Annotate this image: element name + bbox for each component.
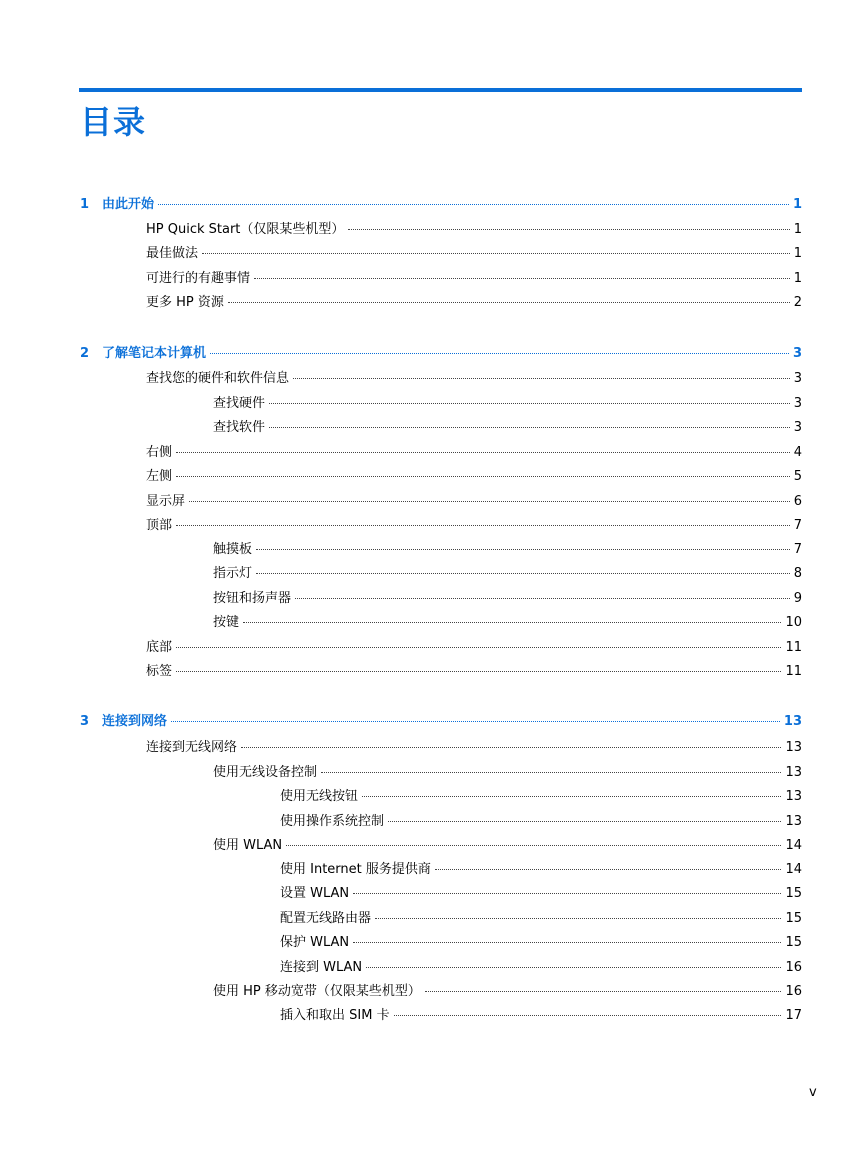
dot-leader: [353, 892, 781, 894]
toc-entry-label: 可进行的有趣事情: [146, 271, 251, 286]
toc-page-number: 7: [793, 542, 802, 557]
toc-entry-label: 设置 WLAN: [280, 886, 350, 901]
toc-page-number: 9: [793, 591, 802, 606]
toc-entry-label: 连接到无线网络: [146, 740, 238, 755]
toc-page-number: 3: [793, 371, 802, 386]
dot-leader: [353, 941, 781, 943]
dot-leader: [295, 597, 790, 599]
toc-page-number: 1: [793, 271, 802, 286]
toc-chapter-number: 1: [80, 197, 90, 212]
dot-leader: [321, 771, 781, 773]
dot-leader: [176, 670, 781, 672]
toc-page-number: 15: [785, 911, 802, 926]
toc-entry-label: 连接到 WLAN: [280, 960, 363, 975]
toc-entry[interactable]: [146, 664, 802, 680]
toc-page-number: 1: [793, 246, 802, 261]
toc-entry[interactable]: [280, 886, 802, 902]
dot-leader: [286, 844, 781, 846]
toc-entry-label: 查找硬件: [213, 396, 266, 411]
toc-entry-label: 显示屏: [146, 494, 186, 509]
toc-page-number: 11: [785, 640, 802, 655]
dot-leader: [241, 746, 781, 748]
dot-leader: [202, 252, 790, 254]
toc-entry-label: 查找您的硬件和软件信息: [146, 371, 290, 386]
toc-page-number: 7: [793, 518, 802, 533]
toc-page-number: 1: [792, 197, 802, 212]
dot-leader: [158, 203, 789, 205]
toc-entry[interactable]: [213, 396, 802, 412]
dot-leader: [176, 524, 790, 526]
toc-entry-label: 插入和取出 SIM 卡: [280, 1008, 390, 1023]
toc-entry-label: HP Quick Start（仅限某些机型）: [146, 222, 345, 237]
toc-entry[interactable]: [213, 984, 802, 1000]
toc-entry[interactable]: [213, 542, 802, 558]
toc-entry-label: 配置无线路由器: [280, 911, 372, 926]
dot-leader: [176, 451, 790, 453]
dot-leader: [189, 500, 790, 502]
toc-entry[interactable]: [146, 371, 802, 387]
dot-leader: [425, 990, 782, 992]
toc-entry[interactable]: [146, 518, 802, 534]
dot-leader: [375, 917, 781, 919]
toc-entry[interactable]: [146, 295, 802, 311]
toc-page-number: 10: [785, 615, 802, 630]
dot-leader: [210, 352, 789, 354]
toc-entry-label: 按钮和扬声器: [213, 591, 292, 606]
toc-entry-label: 保护 WLAN: [280, 935, 350, 950]
dot-leader: [256, 548, 790, 550]
toc-page-number: 16: [785, 984, 802, 999]
toc-entry[interactable]: [213, 420, 802, 436]
dot-leader: [176, 475, 790, 477]
toc-entry[interactable]: [280, 935, 802, 951]
toc-entry-label: 使用无线按钮: [280, 789, 359, 804]
toc-entry[interactable]: [280, 814, 802, 830]
toc-entry-label: 触摸板: [213, 542, 253, 557]
toc-page-number: 2: [793, 295, 802, 310]
toc-page-number: 16: [785, 960, 802, 975]
toc-entry[interactable]: [146, 494, 802, 510]
toc-chapter[interactable]: [80, 197, 802, 213]
toc-entry[interactable]: [213, 615, 802, 631]
toc-entry-label: 更多 HP 资源: [146, 295, 224, 310]
toc-page-number: 11: [785, 664, 802, 679]
toc-entry-label: 了解笔记本计算机: [102, 346, 207, 361]
toc-entry[interactable]: [213, 765, 802, 781]
toc-entry[interactable]: [280, 960, 802, 976]
toc-entry[interactable]: [213, 838, 802, 854]
toc-page-number: 13: [785, 789, 802, 804]
toc-page-number: 8: [793, 566, 802, 581]
toc-entry-label: 连接到网络: [102, 714, 168, 729]
toc-page-number: 15: [785, 886, 802, 901]
toc-page-number: 13: [783, 714, 802, 729]
toc-entry-label: 使用操作系统控制: [280, 814, 385, 829]
toc-entry-label: 标签: [146, 664, 173, 679]
toc-entry[interactable]: [280, 862, 802, 878]
toc-page-number: 1: [793, 222, 802, 237]
toc-page-number: 13: [785, 740, 802, 755]
toc-entry-label: 使用 WLAN: [213, 838, 283, 853]
toc-entry[interactable]: [280, 1008, 802, 1024]
toc-entry[interactable]: [146, 740, 802, 756]
toc-entry-label: 指示灯: [213, 566, 253, 581]
toc-entry-label: 顶部: [146, 518, 173, 533]
toc-entry-label: 按键: [213, 615, 240, 630]
dot-leader: [348, 228, 789, 230]
dot-leader: [269, 426, 790, 428]
dot-leader: [388, 820, 781, 822]
toc-page-number: 3: [793, 420, 802, 435]
toc-page-number: 17: [785, 1008, 802, 1023]
toc-chapter-number: 3: [80, 714, 90, 729]
toc-entry[interactable]: [146, 445, 802, 461]
toc-page-number: 5: [793, 469, 802, 484]
toc-entry[interactable]: [146, 222, 802, 238]
dot-leader: [269, 402, 790, 404]
toc-entry-label: 由此开始: [102, 197, 155, 212]
toc-page-number: 3: [793, 396, 802, 411]
toc-entry-label: 右侧: [146, 445, 173, 460]
toc-page-number: 14: [785, 838, 802, 853]
toc-chapter[interactable]: [80, 346, 802, 362]
dot-leader: [228, 301, 790, 303]
toc-entry[interactable]: [146, 271, 802, 287]
dot-leader: [176, 646, 781, 648]
dot-leader: [366, 966, 781, 968]
toc-page-number: 3: [792, 346, 802, 361]
toc-entry[interactable]: [280, 789, 802, 805]
toc-entry[interactable]: [146, 469, 802, 485]
toc-page-number: 6: [793, 494, 802, 509]
dot-leader: [394, 1014, 782, 1016]
toc-page-number: 14: [785, 862, 802, 877]
toc-entry[interactable]: [146, 640, 802, 656]
dot-leader: [171, 720, 780, 722]
toc-entry[interactable]: [280, 911, 802, 927]
page-title: 目录: [80, 103, 147, 141]
toc-page-number: 13: [785, 765, 802, 780]
toc-page-number: 15: [785, 935, 802, 950]
title-rule: [79, 88, 802, 92]
dot-leader: [435, 868, 782, 870]
dot-leader: [293, 377, 790, 379]
toc-chapter-number: 2: [80, 346, 90, 361]
toc-entry-label: 使用无线设备控制: [213, 765, 318, 780]
dot-leader: [256, 572, 790, 574]
toc-chapter[interactable]: [80, 714, 802, 730]
toc-entry-label: 底部: [146, 640, 173, 655]
dot-leader: [243, 621, 781, 623]
toc-entry-label: 左侧: [146, 469, 173, 484]
toc-page-number: 13: [785, 814, 802, 829]
toc-entry[interactable]: [146, 246, 802, 262]
toc-page-number: 4: [793, 445, 802, 460]
toc-entry[interactable]: [213, 591, 802, 607]
toc-entry-label: 最佳做法: [146, 246, 199, 261]
toc-entry-label: 使用 HP 移动宽带（仅限某些机型）: [213, 984, 421, 999]
toc-entry-label: 使用 Internet 服务提供商: [280, 862, 431, 877]
page-number: v: [809, 1085, 817, 1100]
dot-leader: [362, 795, 781, 797]
toc-entry[interactable]: [213, 566, 802, 582]
toc-entry-label: 查找软件: [213, 420, 266, 435]
dot-leader: [254, 277, 790, 279]
